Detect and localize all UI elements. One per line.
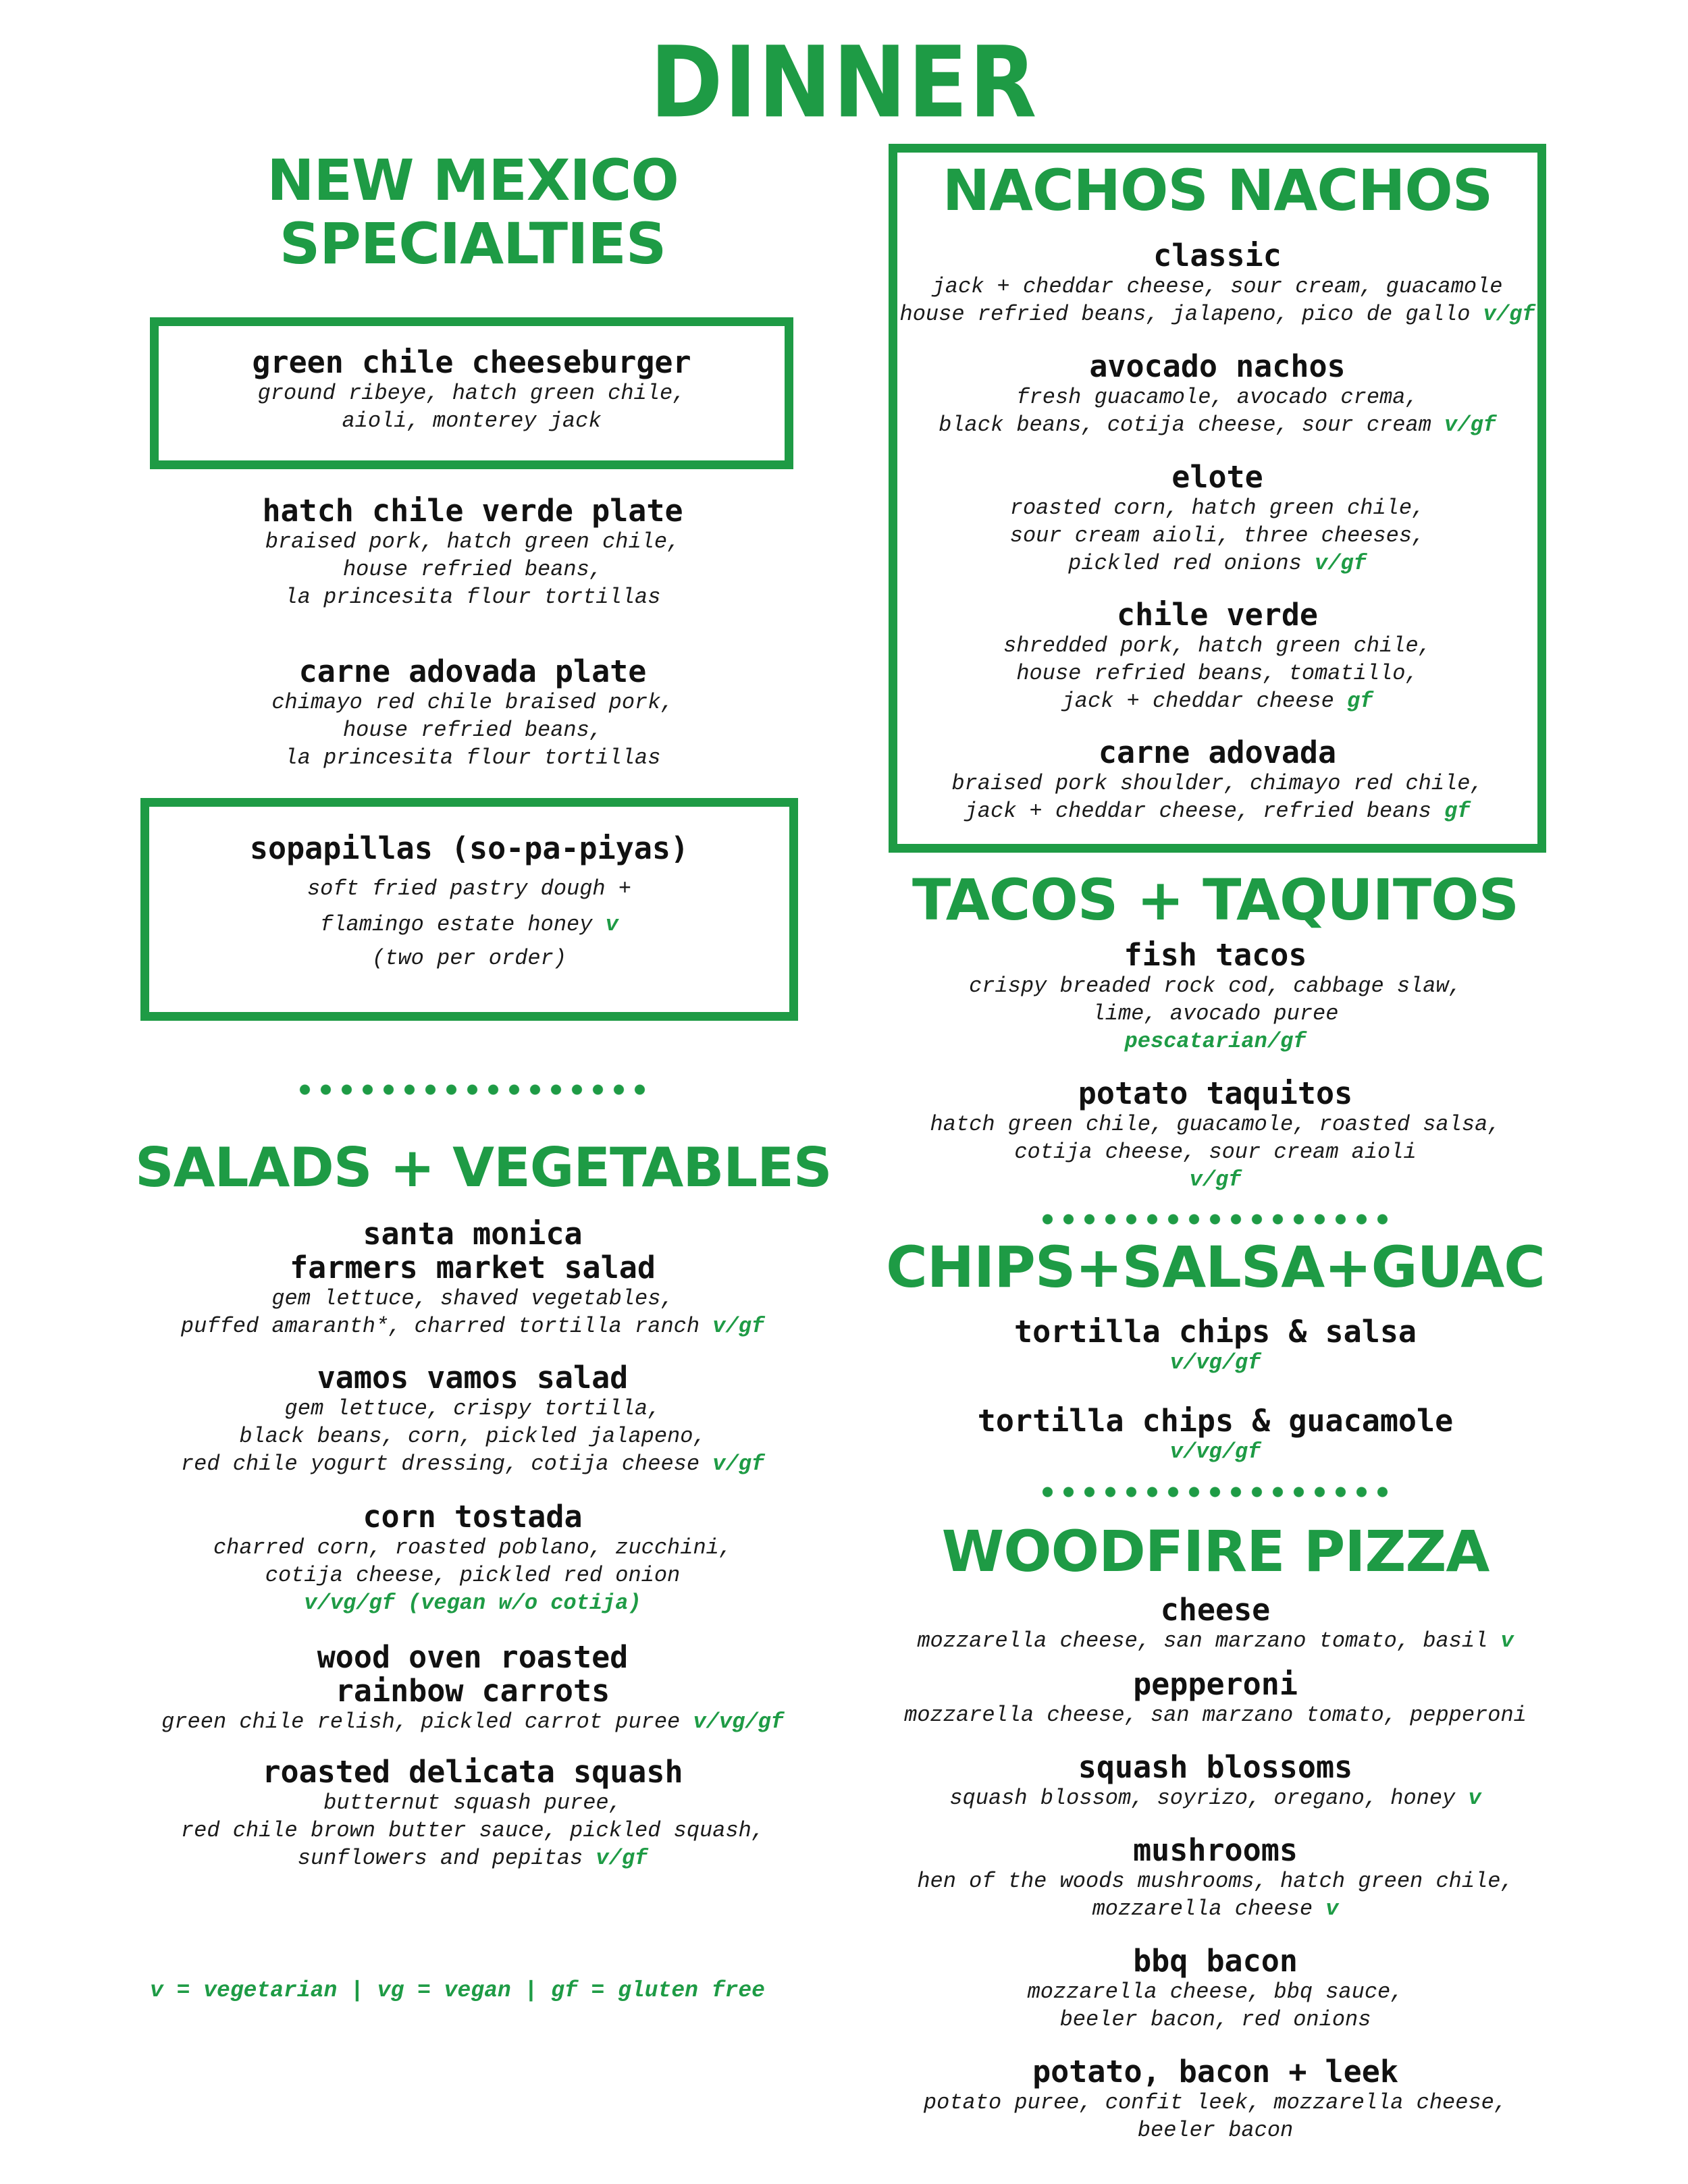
- item-name: corn tostada: [363, 1499, 583, 1535]
- item-desc: braised pork shoulder, chimayo red chile, jack + cheddar cheese, refried beans gf: [951, 771, 1483, 824]
- menu-item-avocado-nachos: [889, 350, 1546, 439]
- menu-item-green-chile-cheeseburger: [150, 346, 793, 435]
- diet-tag: pescatarian/gf: [1124, 1029, 1307, 1054]
- item-name: carne adovada: [1098, 735, 1337, 770]
- item-desc: soft fried pastry dough + flamingo estate honey v: [307, 876, 632, 937]
- item-name: elote: [1171, 459, 1263, 495]
- item-desc: green chile relish, pickled carrot puree v/vg/gf: [161, 1709, 784, 1734]
- menu-item-chips-salsa: [878, 1315, 1553, 1377]
- menu-item-pepperoni-pizza: [878, 1668, 1553, 1729]
- dot-divider: [1037, 1213, 1393, 1226]
- menu-item-chile-verde-nachos: [889, 598, 1546, 715]
- diet-tag: v/gf: [712, 1451, 765, 1476]
- menu-item-sopapillas: [140, 832, 798, 975]
- menu-item-hatch-chile-verde-plate: [169, 494, 776, 611]
- item-desc: braised pork, hatch green chile, house refried beans, la princesita flour tortillas: [265, 529, 681, 610]
- item-desc: mozzarella cheese, san marzano tomato, basil v: [917, 1628, 1514, 1653]
- menu-item-carne-adovada-nachos: [889, 736, 1546, 825]
- item-desc: potato puree, confit leek, mozzarella cheese, beeler bacon: [923, 2090, 1508, 2143]
- menu-item-bbq-bacon-pizza: [878, 1944, 1553, 2033]
- menu-item-delicata-squash: [135, 1755, 810, 1872]
- item-name: avocado nachos: [1089, 348, 1346, 384]
- section-heading-new-mexico: NEW MEXICO SPECIALTIES: [267, 147, 679, 277]
- menu-item-potato-bacon-leek-pizza: [878, 2055, 1553, 2144]
- item-desc: hatch green chile, guacamole, roasted salsa, cotija cheese, sour cream aioli v/gf: [930, 1112, 1501, 1192]
- item-desc: gem lettuce, crispy tortilla, black beans, corn, pickled jalapeno, red chile yogurt dressing, cotija cheese v/gf: [180, 1396, 765, 1476]
- item-desc: crispy breaded rock cod, cabbage slaw, lime, avocado puree pescatarian/gf: [969, 974, 1462, 1054]
- diet-tag: v: [605, 912, 618, 937]
- item-name: carne adovada plate: [298, 654, 647, 689]
- dot-divider: [1037, 1485, 1393, 1499]
- item-name: fish tacos: [1124, 937, 1307, 973]
- menu-item-potato-taquitos: [878, 1077, 1553, 1194]
- item-name: pepperoni: [1133, 1666, 1298, 1702]
- item-desc: charred corn, roasted poblano, zucchini, cotija cheese, pickled red onion v/vg/gf (vegan w/o cotija): [213, 1535, 733, 1616]
- item-name: potato, bacon + leek: [1032, 2054, 1398, 2089]
- item-name: cheese: [1160, 1592, 1271, 1628]
- item-desc: hen of the woods mushrooms, hatch green chile, mozzarella cheese v: [917, 1869, 1514, 1921]
- dot-divider: [294, 1083, 650, 1096]
- menu-item-carne-adovada-plate: [169, 655, 776, 772]
- item-desc: butternut squash puree, red chile brown butter sauce, pickled squash, sunflowers and pepitas v/gf: [180, 1790, 765, 1871]
- diet-tag: v: [1325, 1896, 1339, 1921]
- item-name: roasted delicata squash: [262, 1754, 683, 1790]
- item-desc: roasted corn, hatch green chile, sour cream aioli, three cheeses, pickled red onions v/gf: [1009, 496, 1425, 576]
- menu-item-classic-nachos: [889, 239, 1546, 328]
- section-heading-tacos: TACOS + TAQUITOS: [912, 867, 1519, 933]
- item-name: wood oven roasted rainbow carrots: [317, 1639, 629, 1709]
- item-desc: squash blossom, soyrizo, oregano, honey v: [949, 1786, 1481, 1811]
- diet-tag: v/gf: [1483, 302, 1535, 327]
- item-desc: gem lettuce, shaved vegetables, puffed amaranth*, charred tortilla ranch v/gf: [180, 1286, 765, 1339]
- item-name: chile verde: [1116, 597, 1318, 633]
- menu-item-vamos-vamos-salad: [135, 1361, 810, 1478]
- diet-tag: v/gf: [1189, 1167, 1242, 1192]
- diet-tag: v/vg/gf: [693, 1709, 784, 1734]
- item-name: santa monica farmers market salad: [290, 1216, 656, 1285]
- diet-tag: v/gf: [712, 1314, 765, 1339]
- item-name: classic: [1153, 238, 1282, 273]
- item-name: vamos vamos salad: [317, 1360, 629, 1395]
- item-name: tortilla chips & guacamole: [977, 1403, 1454, 1439]
- diet-tag: v/gf: [1444, 412, 1496, 437]
- item-name: sopapillas (so-pa-piyas): [249, 830, 689, 866]
- diet-tag: v/gf: [1315, 551, 1367, 576]
- item-name: mushrooms: [1133, 1832, 1298, 1868]
- item-name: bbq bacon: [1133, 1943, 1298, 1979]
- menu-item-rainbow-carrots: [135, 1641, 810, 1736]
- menu-title: DINNER: [650, 24, 1038, 140]
- diet-tag: v: [1468, 1786, 1481, 1811]
- diet-tag: v: [1500, 1628, 1514, 1653]
- item-desc: chimayo red chile braised pork, house refried beans, la princesita flour tortillas: [271, 690, 674, 770]
- diet-tag: v/vg/gf (vegan w/o cotija): [304, 1591, 641, 1616]
- diet-tag: v/gf: [596, 1846, 648, 1871]
- item-desc: shredded pork, hatch green chile, house refried beans, tomatillo, jack + cheddar cheese gf: [1003, 633, 1431, 714]
- item-name: potato taquitos: [1078, 1075, 1353, 1111]
- item-desc: jack + cheddar cheese, sour cream, guacamole house refried beans, jalapeno, pico de gallo v/gf: [899, 274, 1535, 327]
- menu-item-elote-nachos: [889, 460, 1546, 577]
- menu-item-santa-monica-salad: [135, 1217, 810, 1340]
- item-name: green chile cheeseburger: [252, 344, 691, 380]
- menu-item-mushrooms-pizza: [878, 1834, 1553, 1923]
- section-heading-pizza: WOODFIRE PIZZA: [941, 1518, 1489, 1584]
- menu-item-fish-tacos: [878, 938, 1553, 1055]
- diet-tag: v/vg/gf: [1169, 1439, 1261, 1464]
- dietary-legend: v = vegetarian | vg = vegan | gf = gluten free: [150, 1978, 765, 2003]
- item-desc: mozzarella cheese, san marzano tomato, pepperoni: [904, 1703, 1527, 1728]
- section-heading-salads: SALADS + VEGETABLES: [135, 1136, 832, 1199]
- section-heading-nachos: NACHOS NACHOS: [942, 157, 1493, 223]
- item-desc: fresh guacamole, avocado crema, black beans, cotija cheese, sour cream v/gf: [939, 385, 1496, 437]
- section-heading-chips: CHIPS+SALSA+GUAC: [886, 1234, 1545, 1300]
- item-name: squash blossoms: [1078, 1749, 1353, 1785]
- menu-item-corn-tostada: [135, 1500, 810, 1617]
- item-name: hatch chile verde plate: [262, 493, 683, 529]
- menu-item-squash-blossoms-pizza: [878, 1751, 1553, 1812]
- item-name: tortilla chips & salsa: [1013, 1314, 1417, 1350]
- item-note: (two per order): [371, 946, 567, 971]
- diet-tag: v/vg/gf: [1169, 1350, 1261, 1375]
- diet-tag: gf: [1347, 689, 1373, 714]
- diet-tag: gf: [1444, 799, 1471, 824]
- menu-item-chips-guacamole: [878, 1404, 1553, 1466]
- item-desc: ground ribeye, hatch green chile, aioli, monterey jack: [257, 381, 686, 433]
- item-desc: mozzarella cheese, bbq sauce, beeler bacon, red onions: [1027, 1979, 1404, 2032]
- menu-item-cheese-pizza: [878, 1593, 1553, 1655]
